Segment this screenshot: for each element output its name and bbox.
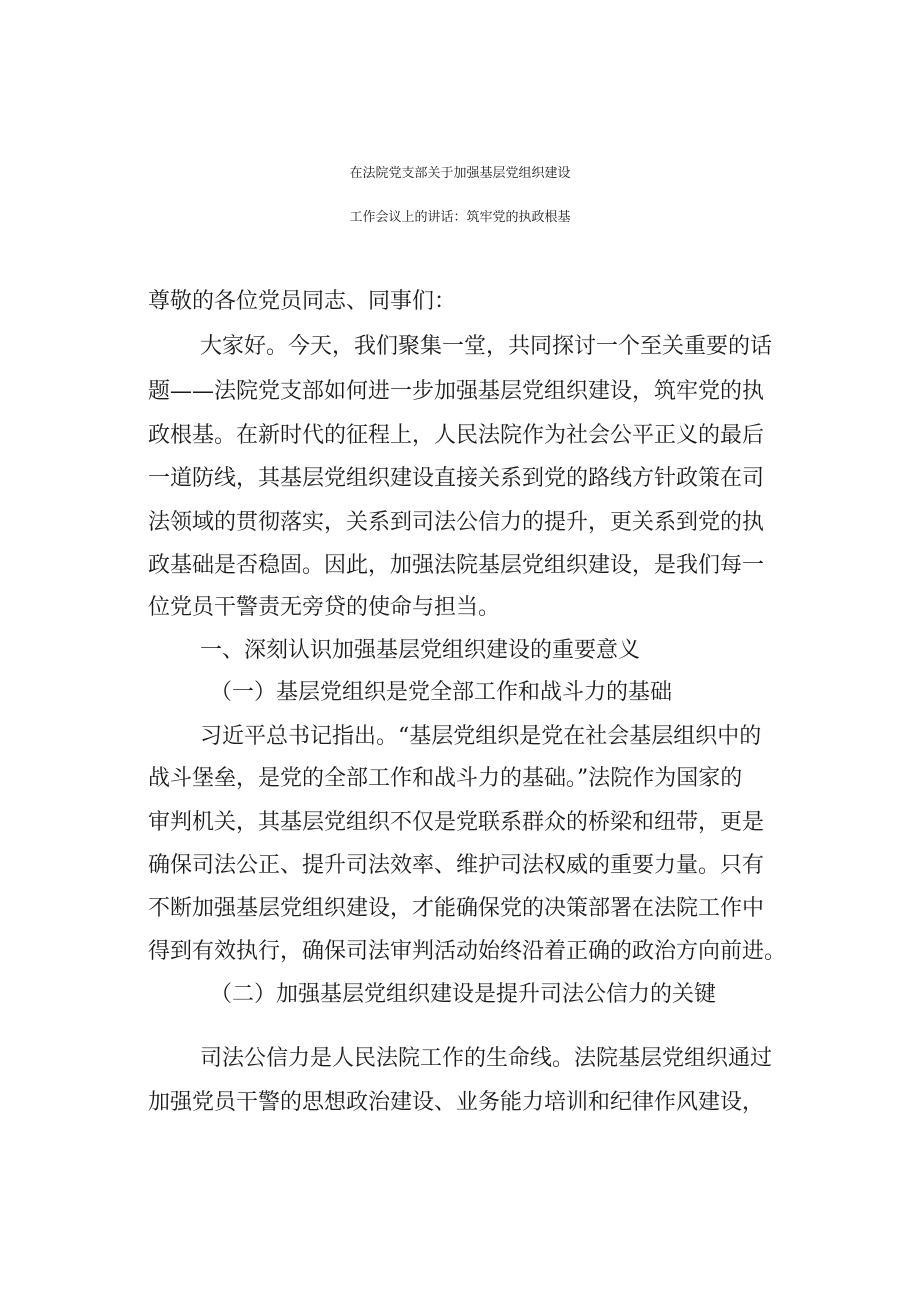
subsection-1-line: 审判机关，其基层党组织不仅是党联系群众的桥梁和纽带，更是	[148, 810, 765, 835]
subsection-1-line: 习近平总书记指出。“基层党组织是党在社会基层组织中的	[200, 724, 762, 749]
intro-line: 法领域的贯彻落实，关系到司法公信力的提升，更关系到党的执	[148, 510, 765, 535]
subsection-2-line: 司法公信力是人民法院工作的生命线。法院基层党组织通过	[200, 1046, 773, 1071]
intro-line: 政根基。在新时代的征程上，人民法院作为社会公平正义的最后	[148, 423, 765, 448]
subsection-1-line: 不断加强基层党组织建设，才能确保党的决策部署在法院工作中	[148, 896, 765, 921]
subsection-2-heading: （二）加强基层党组织建设是提升司法公信力的关键	[210, 982, 717, 1007]
subsection-2-line: 加强党员干警的思想政治建设、业务能力培训和纪律作风建设，	[148, 1090, 765, 1115]
document-title-line-2: 工作会议上的讲话：筑牢党的执政根基	[349, 210, 571, 225]
intro-line: 大家好。今天，我们聚集一堂，共同探讨一个至关重要的话	[200, 334, 773, 359]
intro-line: 一道防线，其基层党组织建设直接关系到党的路线方针政策在司	[148, 466, 765, 491]
section-1-heading: 一、深刻认识加强基层党组织建设的重要意义	[200, 638, 641, 663]
intro-line: 政基础是否稳固。因此，加强法院基层党组织建设，是我们每一	[148, 553, 765, 578]
intro-line: 题——法院党支部如何进一步加强基层党组织建设，筑牢党的执	[148, 379, 765, 404]
intro-line: 位党员干警责无旁贷的使命与担当。	[148, 595, 501, 620]
subsection-1-line: 战斗堡垒，是党的全部工作和战斗力的基础。”法院作为国家的	[148, 766, 743, 791]
document-title-line-1: 在法院党支部关于加强基层党组织建设	[349, 166, 571, 181]
subsection-1-line: 得到有效执行，确保司法审判活动始终沿着正确的政治方向前进。	[148, 939, 787, 964]
subsection-1-heading: （一）基层党组织是党全部工作和战斗力的基础	[210, 680, 673, 705]
subsection-1-line: 确保司法公正、提升司法效率、维护司法权威的重要力量。只有	[148, 853, 765, 878]
salutation: 尊敬的各位党员同志、同事们：	[148, 289, 457, 314]
